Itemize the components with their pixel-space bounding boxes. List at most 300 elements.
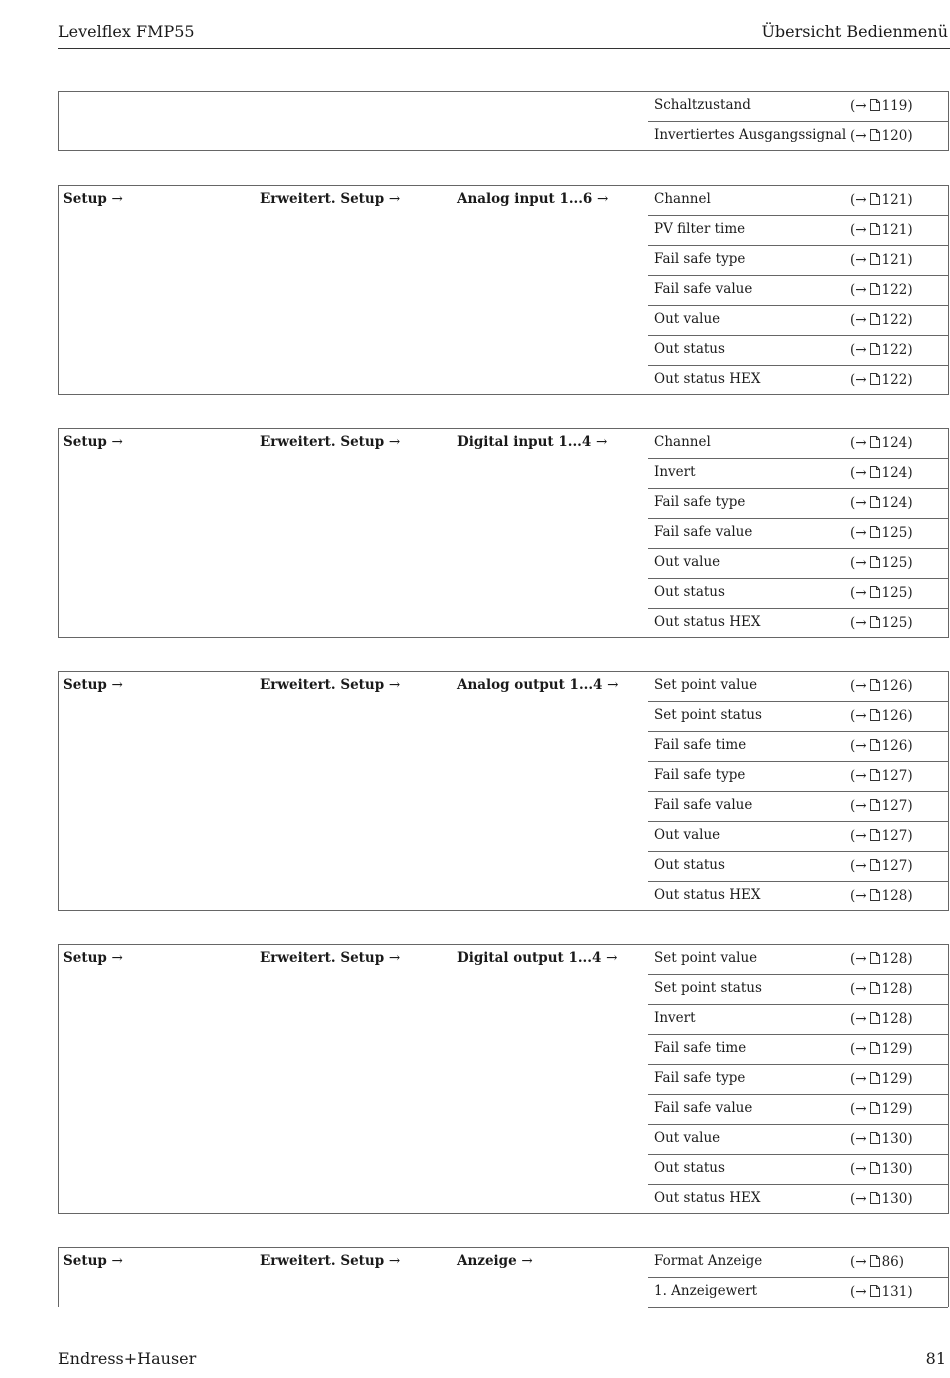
parameter-name: Out status HEX (654, 887, 761, 903)
parameter-row (648, 882, 948, 911)
reference-page-number: 129 (881, 1101, 908, 1117)
menu-table (58, 944, 949, 1214)
arrow-right-icon: → (111, 950, 123, 966)
page-reference (850, 1071, 913, 1088)
document-page-icon (870, 466, 880, 482)
reference-close: ) (907, 98, 913, 114)
parameter-row (648, 186, 948, 216)
reference-page-number: 124 (881, 465, 908, 481)
header-rule (58, 48, 950, 49)
document-page-icon (870, 556, 880, 572)
parameter-name: Out status HEX (654, 1190, 761, 1206)
menu-table (58, 91, 949, 151)
menu-path-label: Erweitert. Setup (260, 191, 385, 207)
document-page-icon (870, 709, 880, 725)
parameter-row (648, 579, 948, 609)
reference-page-number: 131 (881, 1284, 908, 1300)
menu-path-level (63, 191, 123, 207)
reference-close: ) (907, 768, 913, 784)
document-page-icon (870, 769, 880, 785)
page-reference (850, 372, 913, 389)
reference-open: (→ (850, 678, 867, 694)
parameter-list (648, 186, 948, 395)
page-reference (850, 981, 913, 998)
arrow-right-icon: → (111, 1253, 123, 1269)
menu-path-level (63, 434, 123, 450)
parameter-row (648, 306, 948, 336)
reference-open: (→ (850, 1161, 867, 1177)
parameter-row (648, 459, 948, 489)
parameter-list (648, 1248, 948, 1308)
parameter-name: Out status (654, 341, 725, 357)
reference-open: (→ (850, 828, 867, 844)
parameter-name: Out value (654, 554, 721, 570)
footer-brand: Endress+Hauser (58, 1349, 197, 1368)
reference-page-number: 128 (881, 888, 908, 904)
page-reference (850, 585, 913, 602)
page-reference (850, 828, 913, 845)
parameter-name: Fail safe time (654, 737, 747, 753)
reference-close: ) (907, 615, 913, 631)
page-reference (850, 678, 913, 695)
parameter-list (648, 92, 948, 151)
parameter-row (648, 852, 948, 882)
document-page-icon (870, 223, 880, 239)
menu-table (58, 671, 949, 911)
page-number: 81 (925, 1349, 946, 1368)
parameter-name: Channel (654, 191, 711, 207)
parameter-row (648, 1005, 948, 1035)
parameter-row (648, 276, 948, 306)
parameter-row (648, 216, 948, 246)
reference-close: ) (907, 435, 913, 451)
reference-page-number: 121 (881, 222, 908, 238)
reference-close: ) (907, 312, 913, 328)
parameter-row (648, 366, 948, 395)
reference-page-number: 129 (881, 1041, 908, 1057)
reference-close: ) (907, 1101, 913, 1117)
reference-open: (→ (850, 981, 867, 997)
parameter-row (648, 702, 948, 732)
document-page-icon (870, 859, 880, 875)
reference-page-number: 127 (881, 798, 908, 814)
parameter-name: Out value (654, 827, 721, 843)
reference-open: (→ (850, 1101, 867, 1117)
parameter-row (648, 672, 948, 702)
reference-page-number: 124 (881, 435, 908, 451)
document-page-icon (870, 586, 880, 602)
reference-open: (→ (850, 798, 867, 814)
parameter-row (648, 1155, 948, 1185)
reference-close: ) (907, 1071, 913, 1087)
parameter-row (648, 489, 948, 519)
parameter-row (648, 519, 948, 549)
page-reference (850, 798, 913, 815)
parameter-name: Fail safe value (654, 797, 753, 813)
reference-close: ) (907, 888, 913, 904)
reference-open: (→ (850, 192, 867, 208)
page-reference (850, 435, 913, 452)
reference-close: ) (907, 1191, 913, 1207)
parameter-name: Fail safe value (654, 1100, 753, 1116)
reference-page-number: 122 (881, 372, 908, 388)
document-page-icon (870, 436, 880, 452)
reference-close: ) (907, 1011, 913, 1027)
parameter-row (648, 762, 948, 792)
reference-open: (→ (850, 1191, 867, 1207)
document-page-icon (870, 283, 880, 299)
parameter-list (648, 945, 948, 1214)
reference-close: ) (907, 858, 913, 874)
reference-page-number: 125 (881, 615, 908, 631)
page-reference (850, 98, 913, 115)
menu-path-label: Setup (63, 1253, 107, 1269)
reference-page-number: 129 (881, 1071, 908, 1087)
parameter-row (648, 549, 948, 579)
menu-path-level (260, 950, 400, 966)
parameter-name: Fail safe type (654, 1070, 746, 1086)
menu-path-label: Anzeige (457, 1253, 517, 1269)
parameter-row (648, 609, 948, 638)
document-page-icon (870, 373, 880, 389)
arrow-right-icon: → (388, 191, 401, 207)
parameter-row (648, 1248, 948, 1278)
document-page-icon (870, 496, 880, 512)
reference-page-number: 122 (881, 342, 908, 358)
menu-path-level (457, 950, 617, 966)
reference-page-number: 121 (881, 192, 908, 208)
parameter-name: Format Anzeige (654, 1253, 763, 1269)
arrow-right-icon: → (111, 191, 123, 207)
reference-page-number: 127 (881, 828, 908, 844)
page-reference (850, 342, 913, 359)
page-reference (850, 1284, 913, 1301)
reference-open: (→ (850, 222, 867, 238)
document-page-icon (870, 253, 880, 269)
reference-page-number: 122 (881, 312, 908, 328)
reference-page-number: 126 (881, 738, 908, 754)
reference-close: ) (907, 738, 913, 754)
parameter-row (648, 1125, 948, 1155)
reference-page-number: 125 (881, 555, 908, 571)
page-reference (850, 192, 913, 209)
reference-close: ) (907, 585, 913, 601)
arrow-right-icon: → (606, 950, 618, 966)
reference-page-number: 128 (881, 981, 908, 997)
parameter-name: PV filter time (654, 221, 746, 237)
reference-open: (→ (850, 372, 867, 388)
document-page-icon (870, 1072, 880, 1088)
reference-close: ) (907, 525, 913, 541)
parameter-name: Fail safe type (654, 767, 746, 783)
menu-path-level (457, 677, 618, 693)
reference-open: (→ (850, 1071, 867, 1087)
parameter-row (648, 1095, 948, 1125)
document-page-icon (870, 1255, 880, 1271)
page-reference (850, 615, 913, 632)
arrow-right-icon: → (388, 677, 401, 693)
reference-page-number: 130 (881, 1161, 908, 1177)
document-page-icon (870, 343, 880, 359)
reference-open: (→ (850, 98, 867, 114)
menu-table (58, 185, 949, 395)
reference-open: (→ (850, 708, 867, 724)
reference-page-number: 130 (881, 1131, 908, 1147)
reference-page-number: 125 (881, 525, 908, 541)
parameter-name: Invert (654, 1010, 696, 1026)
page-reference (850, 1011, 913, 1028)
document-page-icon (870, 952, 880, 968)
parameter-name: Out value (654, 311, 721, 327)
reference-page-number: 130 (881, 1191, 908, 1207)
document-page-icon (870, 1042, 880, 1058)
parameter-name: Schaltzustand (654, 97, 751, 113)
menu-path-label: Erweitert. Setup (260, 950, 385, 966)
parameter-list (648, 429, 948, 638)
menu-path-label: Erweitert. Setup (260, 434, 385, 450)
arrow-right-icon: → (388, 434, 401, 450)
parameter-row (648, 429, 948, 459)
reference-page-number: 119 (881, 98, 908, 114)
parameter-row (648, 945, 948, 975)
parameter-row (648, 792, 948, 822)
arrow-right-icon: → (388, 1253, 401, 1269)
reference-close: ) (907, 555, 913, 571)
arrow-right-icon: → (111, 677, 123, 693)
menu-path-level (457, 434, 607, 450)
menu-path-label: Digital input 1...4 (457, 434, 592, 450)
parameter-name: Channel (654, 434, 711, 450)
parameter-row (648, 122, 948, 151)
running-header-section: Übersicht Bedienmenü (761, 22, 948, 41)
menu-path-label: Setup (63, 191, 107, 207)
reference-close: ) (907, 495, 913, 511)
reference-close: ) (907, 708, 913, 724)
document-page-icon (870, 526, 880, 542)
page-reference (850, 252, 913, 269)
reference-open: (→ (850, 495, 867, 511)
document-page-icon (870, 313, 880, 329)
menu-path-level (457, 1253, 533, 1269)
reference-page-number: 86 (881, 1254, 899, 1270)
parameter-name: Fail safe type (654, 494, 746, 510)
reference-open: (→ (850, 888, 867, 904)
page-reference (850, 1191, 913, 1208)
reference-page-number: 121 (881, 252, 908, 268)
page-reference (850, 465, 913, 482)
parameter-name: Fail safe time (654, 1040, 747, 1056)
parameter-name: 1. Anzeigewert (654, 1283, 758, 1299)
reference-close: ) (907, 465, 913, 481)
reference-close: ) (907, 282, 913, 298)
parameter-name: Set point value (654, 677, 758, 693)
menu-path-label: Analog output 1...4 (457, 677, 603, 693)
menu-path-label: Erweitert. Setup (260, 677, 385, 693)
running-header-title: Levelflex FMP55 (58, 22, 195, 41)
menu-path-label: Analog input 1...6 (457, 191, 593, 207)
reference-open: (→ (850, 585, 867, 601)
menu-path-level (457, 191, 608, 207)
document-page-icon (870, 1162, 880, 1178)
reference-page-number: 127 (881, 768, 908, 784)
page-reference (850, 768, 913, 785)
parameter-row (648, 92, 948, 122)
menu-table (58, 428, 949, 638)
page-reference (850, 708, 913, 725)
page-reference (850, 222, 913, 239)
document-page-icon (870, 616, 880, 632)
parameter-row (648, 732, 948, 762)
reference-open: (→ (850, 1041, 867, 1057)
reference-open: (→ (850, 555, 867, 571)
parameter-row (648, 1185, 948, 1214)
document-page-icon (870, 829, 880, 845)
reference-close: ) (898, 1254, 905, 1270)
parameter-name: Invertiertes Ausgangssignal (654, 127, 847, 143)
page-reference (850, 555, 913, 572)
reference-open: (→ (850, 951, 867, 967)
menu-path-label: Setup (63, 677, 107, 693)
parameter-name: Set point status (654, 707, 762, 723)
document-page-icon (870, 1132, 880, 1148)
menu-path-level (260, 434, 400, 450)
reference-close: ) (907, 798, 913, 814)
reference-page-number: 128 (881, 1011, 908, 1027)
reference-open: (→ (850, 465, 867, 481)
arrow-right-icon: → (111, 434, 123, 450)
reference-open: (→ (850, 738, 867, 754)
parameter-name: Fail safe value (654, 524, 753, 540)
reference-open: (→ (850, 525, 867, 541)
reference-close: ) (907, 252, 913, 268)
document-page-icon (870, 1192, 880, 1208)
parameter-list (648, 672, 948, 911)
reference-open: (→ (850, 252, 867, 268)
document-page-icon (870, 982, 880, 998)
reference-close: ) (907, 1284, 913, 1300)
reference-open: (→ (850, 615, 867, 631)
reference-close: ) (907, 1161, 913, 1177)
arrow-right-icon: → (607, 677, 619, 693)
page-reference (850, 858, 913, 875)
arrow-right-icon: → (597, 191, 609, 207)
document-page-icon (870, 129, 880, 145)
parameter-row (648, 246, 948, 276)
page-reference (850, 1254, 904, 1271)
arrow-right-icon: → (595, 434, 608, 450)
page-reference (850, 738, 913, 755)
document-page-icon (870, 679, 880, 695)
reference-close: ) (907, 981, 913, 997)
parameter-name: Fail safe type (654, 251, 746, 267)
reference-close: ) (907, 128, 913, 144)
parameter-name: Out status HEX (654, 371, 761, 387)
reference-page-number: 124 (881, 495, 908, 511)
menu-path-label: Digital output 1...4 (457, 950, 602, 966)
reference-open: (→ (850, 768, 867, 784)
menu-path-label: Erweitert. Setup (260, 1253, 385, 1269)
parameter-row (648, 975, 948, 1005)
reference-open: (→ (850, 1131, 867, 1147)
page-reference (850, 1041, 913, 1058)
parameter-row (648, 822, 948, 852)
reference-open: (→ (850, 435, 867, 451)
arrow-right-icon: → (521, 1253, 533, 1269)
page-reference (850, 128, 913, 145)
reference-open: (→ (850, 342, 867, 358)
reference-open: (→ (850, 1254, 867, 1270)
reference-close: ) (907, 192, 913, 208)
reference-open: (→ (850, 858, 867, 874)
parameter-name: Out status HEX (654, 614, 761, 630)
parameter-name: Out value (654, 1130, 721, 1146)
reference-page-number: 120 (881, 128, 908, 144)
reference-open: (→ (850, 312, 867, 328)
menu-path-level (260, 191, 400, 207)
menu-path-label: Setup (63, 434, 107, 450)
document-page-icon (870, 739, 880, 755)
reference-close: ) (907, 342, 913, 358)
parameter-row (648, 336, 948, 366)
parameter-row (648, 1035, 948, 1065)
menu-path-level (260, 677, 400, 693)
reference-close: ) (907, 222, 913, 238)
reference-close: ) (907, 678, 913, 694)
document-page-icon (870, 1102, 880, 1118)
parameter-name: Set point value (654, 950, 758, 966)
reference-page-number: 128 (881, 951, 908, 967)
reference-page-number: 126 (881, 708, 908, 724)
page-reference (850, 282, 913, 299)
parameter-name: Out status (654, 584, 725, 600)
parameter-name: Out status (654, 857, 725, 873)
reference-open: (→ (850, 128, 867, 144)
parameter-name: Fail safe value (654, 281, 753, 297)
parameter-name: Set point status (654, 980, 762, 996)
menu-path-level (63, 1253, 123, 1269)
page-reference (850, 495, 913, 512)
menu-path-level (63, 950, 123, 966)
menu-path-level (63, 677, 123, 693)
menu-path-level (260, 1253, 400, 1269)
reference-page-number: 125 (881, 585, 908, 601)
parameter-name: Out status (654, 1160, 725, 1176)
parameter-row (648, 1278, 948, 1308)
reference-close: ) (907, 951, 913, 967)
reference-page-number: 126 (881, 678, 908, 694)
reference-open: (→ (850, 282, 867, 298)
document-page-icon (870, 1285, 880, 1301)
page-reference (850, 951, 913, 968)
reference-close: ) (907, 372, 913, 388)
reference-page-number: 122 (881, 282, 908, 298)
reference-close: ) (907, 1041, 913, 1057)
reference-close: ) (907, 828, 913, 844)
page-reference (850, 1101, 913, 1118)
reference-close: ) (907, 1131, 913, 1147)
document-page-icon (870, 799, 880, 815)
parameter-row (648, 1065, 948, 1095)
reference-open: (→ (850, 1011, 867, 1027)
document-page-icon (870, 193, 880, 209)
parameter-name: Invert (654, 464, 696, 480)
document-page-icon (870, 99, 880, 115)
document-page-icon (870, 889, 880, 905)
page-reference (850, 1161, 913, 1178)
menu-table (58, 1247, 949, 1307)
menu-path-label: Setup (63, 950, 107, 966)
reference-page-number: 127 (881, 858, 908, 874)
